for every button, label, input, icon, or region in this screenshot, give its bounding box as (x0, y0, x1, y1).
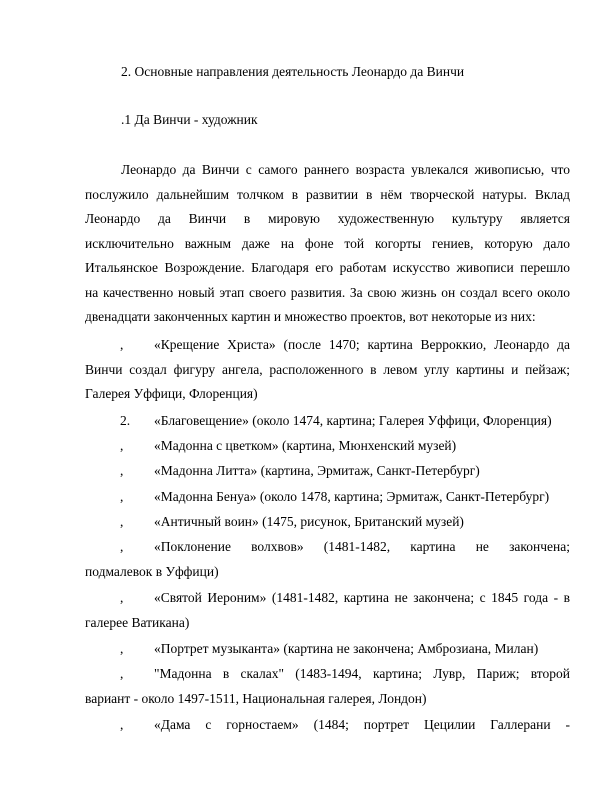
paragraph-line: Леонардо да Винчи в мировую художественную культуру является (85, 211, 570, 226)
list-marker: 2. (120, 413, 131, 428)
list-item-text: «Мадонна Литта» (картина, Эрмитаж, Санкт-Петербург) (154, 463, 480, 478)
list-marker: , (120, 717, 124, 732)
list-item (85, 586, 570, 635)
list-item (85, 485, 570, 510)
section-heading: 2. Основные направления деятельность Леонардо да Винчи (121, 64, 465, 79)
list-item-text: «Античный воин» (1475, рисунок, Британский музей) (154, 514, 464, 529)
list-item-text: «Мадонна с цветком» (картина, Мюнхенский музей) (154, 438, 457, 453)
list-marker: , (120, 438, 124, 453)
list-item (85, 535, 570, 584)
list-item (85, 637, 570, 662)
intro-paragraph (85, 158, 570, 330)
list-item-text: «Крещение Христа» (после 1470; картина Верроккио, Леонардо да (154, 337, 570, 352)
list-marker: , (120, 463, 124, 478)
list-item (85, 713, 570, 738)
list-item-text: вариант - около 1497-1511, Национальная галерея, Лондон) (85, 690, 427, 706)
list-marker: , (120, 590, 124, 605)
list-marker: , (120, 489, 124, 504)
paragraph-line: Леонардо да Винчи с самого раннего возраста увлекался живописью, что (121, 162, 570, 177)
paragraph-line: послужило дальнейшим толчком в развитии в нём творческой натуры. Вклад (85, 186, 570, 202)
list-item-text: галерее Ватикана) (85, 614, 190, 630)
list-item-text: «Благовещение» (около 1474, картина; Галерея Уффици, Флоренция) (154, 413, 552, 428)
list-marker: , (120, 641, 124, 656)
list-item-text: "Мадонна в скалах" (1483-1494, картина; Лувр, Париж; второй (154, 666, 570, 681)
list-item-text: «Дама с горностаем» (1484; портрет Цецилии Галлерани - (154, 717, 570, 732)
paragraph-line: двенадцати законченных картин и множество проектов, вот некоторые из них: (85, 309, 536, 324)
list-item-text: подмалевок в Уффици) (85, 563, 219, 579)
list-item (85, 510, 570, 535)
list-marker: , (120, 539, 124, 554)
list-item-text: Винчи создал фигуру ангела, расположенного в левом углу картины и пейзаж; (85, 361, 570, 377)
list-item-text: «Поклонение волхвов» (1481-1482, картина не закончена; (154, 539, 570, 554)
list-item (85, 662, 570, 711)
list-item-text: «Портрет музыканта» (картина не закончена; Амброзиана, Милан) (154, 641, 539, 656)
list-marker: , (120, 666, 124, 681)
paragraph-line: Итальянское Возрождение. Благодаря его работам искусство живописи перешло (85, 260, 570, 275)
list-marker: , (120, 514, 124, 529)
subsection-heading: .1 Да Винчи - художник (121, 112, 258, 127)
list-item (85, 434, 570, 459)
list-item-text: Галерея Уффици, Флоренция) (85, 386, 258, 401)
list-marker: , (120, 337, 124, 352)
list-item-text: «Святой Иероним» (1481-1482, картина не закончена; с 1845 года - в (154, 590, 570, 605)
list-item-text: «Мадонна Бенуа» (около 1478, картина; Эрмитаж, Санкт-Петербург) (154, 489, 550, 504)
list-item (85, 409, 570, 434)
list-item (85, 459, 570, 484)
paragraph-line: исключительно важным даже на фоне той когорты гениев, которую дало (85, 235, 570, 251)
paragraph-line: на качественно новый этап своего развития. За свою жизнь он создал всего около (85, 284, 570, 300)
list-item (85, 333, 570, 407)
